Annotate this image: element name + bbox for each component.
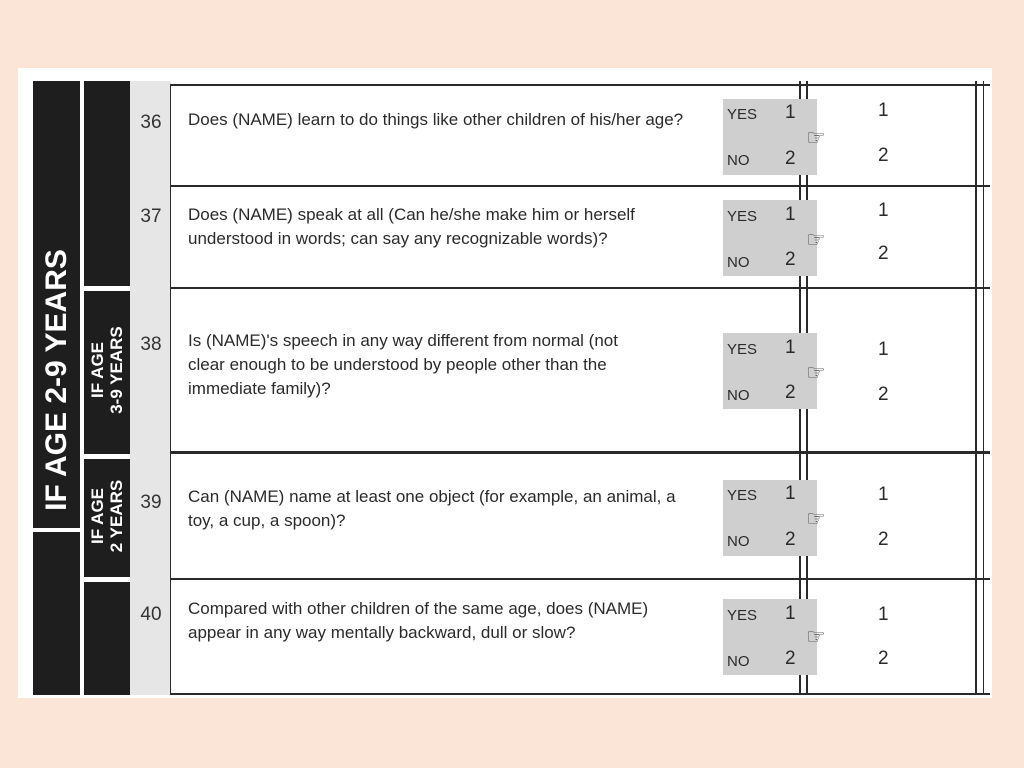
section-divider <box>84 286 130 291</box>
question-text: Does (NAME) learn to do things like other children of his/her age? <box>188 110 684 129</box>
yes-label: YES <box>727 341 758 358</box>
question-number: 36 <box>140 112 162 133</box>
section-label-age-2: IF AGE 2 YEARS <box>88 479 126 553</box>
skip-code: 1 <box>878 339 889 360</box>
skip-code: 1 <box>878 200 889 221</box>
section-divider <box>33 528 80 532</box>
pointing-hand-icon: ☞ <box>806 125 826 150</box>
pointing-hand-icon: ☞ <box>806 360 826 385</box>
answer-box <box>723 599 817 675</box>
question-number: 40 <box>140 604 162 625</box>
question-number: 38 <box>140 334 162 355</box>
no-label: NO <box>727 653 750 670</box>
skip-code: 2 <box>878 648 889 669</box>
question-text: Does (NAME) speak at all (Can he/she make him or herself understood in words; can say any recognizable words)? <box>188 205 635 248</box>
no-label: NO <box>727 533 750 550</box>
question-text: Can (NAME) name at least one object (for example, an animal, a toy, a cup, a spoon)? <box>188 487 676 530</box>
skip-code: 2 <box>878 529 889 550</box>
question-number: 39 <box>140 492 162 513</box>
yes-code[interactable]: 1 <box>785 204 796 225</box>
no-label: NO <box>727 254 750 271</box>
skip-code: 2 <box>878 243 889 264</box>
column-divider <box>983 81 984 695</box>
pointing-hand-icon: ☞ <box>806 506 826 531</box>
skip-code: 1 <box>878 484 889 505</box>
row-divider <box>170 451 990 454</box>
row-divider <box>170 84 990 86</box>
skip-code: 1 <box>878 604 889 625</box>
no-label: NO <box>727 387 750 404</box>
row-divider <box>170 578 990 580</box>
no-code[interactable]: 2 <box>785 648 796 669</box>
yes-code[interactable]: 1 <box>785 102 796 123</box>
yes-label: YES <box>727 487 758 504</box>
pointing-hand-icon: ☞ <box>806 227 826 252</box>
row-divider <box>170 693 990 695</box>
skip-code: 2 <box>878 384 889 405</box>
answer-box <box>723 200 817 276</box>
yes-label: YES <box>727 208 758 225</box>
skip-code: 2 <box>878 145 889 166</box>
question-number-column <box>130 81 171 695</box>
question-number: 37 <box>140 206 162 227</box>
yes-code[interactable]: 1 <box>785 337 796 358</box>
section-divider <box>84 577 130 582</box>
question-text: Is (NAME)'s speech in any way different from normal (not clear enough to be understood by people other than the immediate family)? <box>188 331 618 398</box>
no-code[interactable]: 2 <box>785 529 796 550</box>
yes-code[interactable]: 1 <box>785 483 796 504</box>
section-divider <box>84 454 130 459</box>
answer-box <box>723 99 817 175</box>
no-code[interactable]: 2 <box>785 382 796 403</box>
row-divider <box>170 185 990 187</box>
section-label-age-2-9: IF AGE 2-9 YEARS <box>40 249 73 511</box>
pointing-hand-icon: ☞ <box>806 624 826 649</box>
answer-box <box>723 333 817 409</box>
answer-box <box>723 480 817 556</box>
column-divider <box>975 81 977 695</box>
section-label-age-3-9: IF AGE 3-9 YEARS <box>88 326 126 414</box>
yes-code[interactable]: 1 <box>785 603 796 624</box>
question-text: Compared with other children of the same age, does (NAME) appear in any way mentally backward, dull or slow? <box>188 599 649 642</box>
skip-code: 1 <box>878 100 889 121</box>
no-label: NO <box>727 152 750 169</box>
yes-label: YES <box>727 607 758 624</box>
no-code[interactable]: 2 <box>785 148 796 169</box>
yes-label: YES <box>727 106 758 123</box>
no-code[interactable]: 2 <box>785 249 796 270</box>
column-divider <box>170 84 171 695</box>
row-divider <box>170 287 990 289</box>
